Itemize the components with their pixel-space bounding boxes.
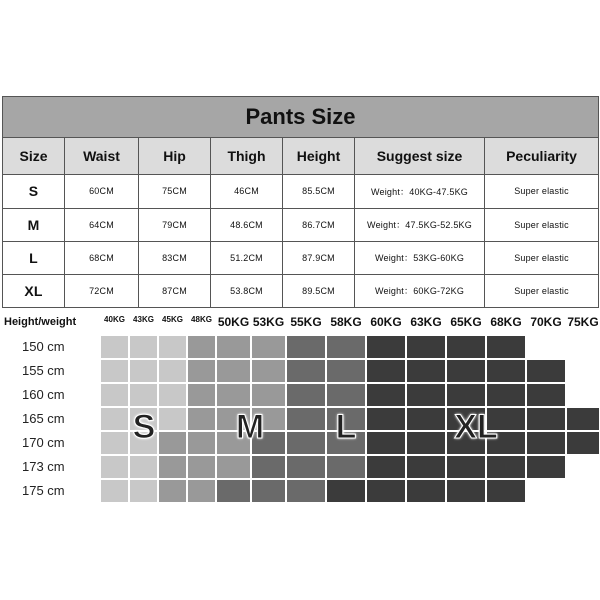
grid-cell-xl — [446, 479, 486, 503]
cell-waist: 60CM — [65, 175, 139, 208]
cell-peculiarity: Super elastic — [485, 208, 599, 241]
grid-cell-l — [326, 455, 366, 479]
cell-peculiarity: Super elastic — [485, 241, 599, 274]
grid-cell-xl — [366, 455, 406, 479]
weight-label: 45KG — [162, 315, 183, 324]
weight-label: 60KG — [370, 315, 402, 329]
weight-label: 48KG — [191, 315, 212, 324]
grid-cell-l — [286, 383, 326, 407]
weight-label: 58KG — [330, 315, 362, 329]
table-row — [3, 208, 599, 241]
grid-cell-xl — [526, 359, 566, 383]
grid-cell-xl — [366, 383, 406, 407]
grid-cell-m — [251, 359, 286, 383]
grid-cell-l — [286, 479, 326, 503]
cell-size: M — [3, 208, 65, 241]
grid-cell-xl — [566, 431, 600, 455]
grid-cell-xl — [406, 359, 446, 383]
grid-cell-xl — [446, 359, 486, 383]
grid-cell-s — [100, 383, 129, 407]
grid-cell-xl — [366, 479, 406, 503]
weight-label: 53KG — [252, 315, 285, 329]
grid-cell-m — [216, 383, 251, 407]
grid-cell-m — [216, 335, 251, 359]
pants-size-table — [2, 96, 599, 308]
grid-cell-s — [158, 383, 187, 407]
cell-height: 86.7CM — [283, 208, 355, 241]
height-weight-grid — [0, 312, 600, 508]
weight-label: 68KG — [490, 315, 522, 329]
weight-label: 40KG — [104, 315, 125, 324]
grid-cell-s — [100, 335, 129, 359]
grid-cell-m — [187, 383, 216, 407]
cell-thigh: 46CM — [211, 175, 283, 208]
grid-cell-xl — [486, 335, 526, 359]
grid-cell-s — [129, 455, 158, 479]
grid-cell-m — [158, 431, 187, 455]
cell-thigh: 53.8CM — [211, 274, 283, 307]
grid-cell-s — [129, 383, 158, 407]
grid-cell-l — [326, 383, 366, 407]
grid-cell-m — [216, 455, 251, 479]
cell-waist: 72CM — [65, 274, 139, 307]
cell-peculiarity: Super elastic — [485, 175, 599, 208]
grid-cell-s — [158, 359, 187, 383]
grid-cell-m — [251, 335, 286, 359]
grid-cell-xl — [366, 407, 406, 431]
weight-label: 65KG — [450, 315, 482, 329]
cell-hip: 75CM — [139, 175, 211, 208]
grid-cell-l — [286, 431, 326, 455]
cell-suggest: Weight：53KG-60KG — [355, 241, 485, 274]
grid-cell-m — [187, 431, 216, 455]
cell-hip: 79CM — [139, 208, 211, 241]
grid-cell-xl — [526, 407, 566, 431]
column-header: Suggest size — [355, 138, 485, 175]
grid-cell-l — [326, 335, 366, 359]
grid-cell-xl — [566, 407, 600, 431]
height-label: 155 cm — [22, 363, 65, 378]
grid-cell-s — [129, 335, 158, 359]
height-label: 160 cm — [22, 387, 65, 402]
grid-cell-xl — [526, 455, 566, 479]
cell-waist: 64CM — [65, 208, 139, 241]
grid-cell-xl — [526, 431, 566, 455]
grid-cell-s — [100, 479, 129, 503]
grid-cell-s — [158, 335, 187, 359]
cell-waist: 68CM — [65, 241, 139, 274]
grid-cell-s — [100, 455, 129, 479]
size-letter-m: M — [235, 408, 265, 446]
grid-cell-m — [187, 359, 216, 383]
grid-cell-xl — [366, 431, 406, 455]
grid-cell-xl — [486, 359, 526, 383]
weight-label: 55KG — [290, 315, 322, 329]
weight-label: 63KG — [410, 315, 442, 329]
cell-height: 89.5CM — [283, 274, 355, 307]
grid-cell-xl — [486, 455, 526, 479]
cell-hip: 87CM — [139, 274, 211, 307]
weight-label: 50KG — [217, 315, 250, 329]
grid-cell-xl — [406, 431, 446, 455]
height-label: 170 cm — [22, 435, 65, 450]
cell-height: 85.5CM — [283, 175, 355, 208]
size-letter-s: S — [132, 408, 156, 446]
grid-cell-l — [251, 455, 286, 479]
cell-size: S — [3, 175, 65, 208]
cell-size: XL — [3, 274, 65, 307]
cell-hip: 83CM — [139, 241, 211, 274]
grid-cell-l — [251, 479, 286, 503]
grid-cell-xl — [406, 335, 446, 359]
column-header: Hip — [139, 138, 211, 175]
grid-cell-xl — [446, 455, 486, 479]
grid-cell-m — [187, 455, 216, 479]
cell-suggest: Weight：60KG-72KG — [355, 274, 485, 307]
column-header: Thigh — [211, 138, 283, 175]
column-header: Height — [283, 138, 355, 175]
column-header: Peculiarity — [485, 138, 599, 175]
grid-cell-s — [129, 479, 158, 503]
grid-cell-xl — [486, 479, 526, 503]
grid-cell-m — [158, 455, 187, 479]
table-row — [3, 274, 599, 307]
grid-cell-xl — [526, 383, 566, 407]
grid-cell-l — [286, 455, 326, 479]
grid-cell-xl — [406, 479, 446, 503]
grid-cell-xl — [486, 383, 526, 407]
table-row — [3, 241, 599, 274]
height-label: 173 cm — [22, 459, 65, 474]
height-label: 165 cm — [22, 411, 65, 426]
grid-cell-l — [286, 359, 326, 383]
cell-peculiarity: Super elastic — [485, 274, 599, 307]
grid-cell-xl — [406, 383, 446, 407]
grid-cell-xl — [406, 407, 446, 431]
weight-label: 75KG — [567, 315, 599, 329]
grid-cell-xl — [446, 383, 486, 407]
cell-thigh: 48.6CM — [211, 208, 283, 241]
cell-suggest: Weight：47.5KG-52.5KG — [355, 208, 485, 241]
cell-height: 87.9CM — [283, 241, 355, 274]
grid-cell-m — [251, 383, 286, 407]
size-letter-l: L — [335, 408, 357, 446]
grid-cell-s — [158, 407, 187, 431]
grid-cell-xl — [326, 479, 366, 503]
grid-cell-s — [100, 431, 129, 455]
grid-cell-s — [100, 407, 129, 431]
grid-cell-s — [100, 359, 129, 383]
grid-cell-m — [158, 479, 187, 503]
grid-cell-xl — [446, 335, 486, 359]
height-label: 175 cm — [22, 483, 65, 498]
table-title: Pants Size — [3, 97, 599, 138]
grid-cell-l — [286, 335, 326, 359]
grid-cell-xl — [366, 335, 406, 359]
cell-size: L — [3, 241, 65, 274]
grid-cell-l — [326, 359, 366, 383]
grid-cell-s — [129, 359, 158, 383]
grid-cell-xl — [406, 455, 446, 479]
grid-cell-m — [187, 479, 216, 503]
grid-cell-l — [286, 407, 326, 431]
size-letter-xl: XL — [454, 408, 498, 446]
cell-suggest: Weight：40KG-47.5KG — [355, 175, 485, 208]
table-row — [3, 175, 599, 208]
column-header: Size — [3, 138, 65, 175]
grid-cell-m — [187, 335, 216, 359]
grid-corner-label: Height/weight — [4, 316, 77, 328]
weight-label: 43KG — [133, 315, 154, 324]
weight-label: 70KG — [530, 315, 562, 329]
grid-cell-l — [216, 479, 251, 503]
column-header: Waist — [65, 138, 139, 175]
grid-cell-m — [216, 359, 251, 383]
cell-thigh: 51.2CM — [211, 241, 283, 274]
grid-cell-m — [187, 407, 216, 431]
grid-cell-xl — [366, 359, 406, 383]
height-label: 150 cm — [22, 339, 65, 354]
